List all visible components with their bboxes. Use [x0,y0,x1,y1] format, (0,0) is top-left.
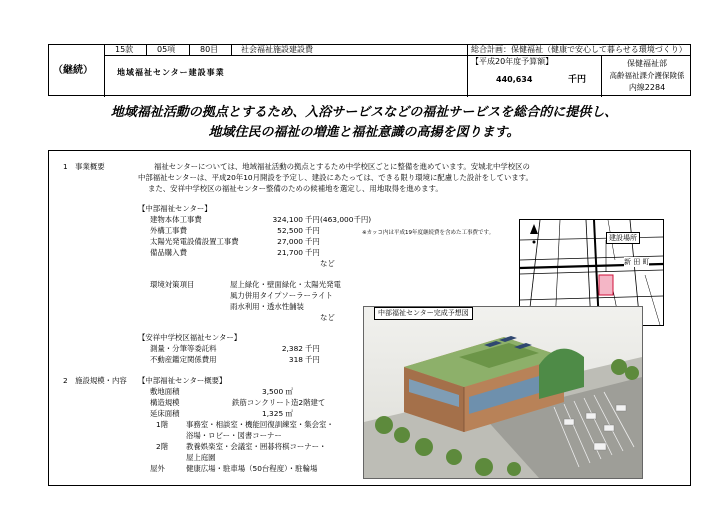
header-col-divider [231,45,232,55]
cost-item-unit: 千円 [305,248,320,257]
anjo-item-value: 318 [288,355,303,364]
map-town-name: 新 田 町 [624,258,650,266]
environment-item: 風力併用タイプソーラーライト [230,291,333,300]
floor-2-rooms: 教養娯楽室・会議室・囲碁将棋コーナー・ [186,442,327,451]
chubu-heading: 【中部福祉センター】 [138,204,212,213]
account-number-1: 15款 [115,45,134,54]
cost-item-value: 324,100 [272,215,303,224]
project-title: 地域福祉センター建設事業 [117,68,225,77]
cost-item-label: 備品購入費 [150,248,187,257]
extension: 内線2284 [628,83,666,92]
site-marker [599,275,613,295]
etc-note: など [320,259,335,268]
cost-item-extra: (463,000千円) [320,215,372,224]
account-category: 社会福祉施設建設費 [241,45,313,54]
header-col-divider [189,45,190,55]
cost-item-value: 21,700 [277,248,303,257]
outdoor-label: 屋外 [150,464,165,473]
map-label: 建設場所 [606,232,640,244]
overview-line-2: 中部福祉センターは、平成20年10月開設を予定し、建設にあたっては、できる限り環境に配慮した設計をしています。 [138,173,533,182]
continued-label: （継続） [53,65,93,76]
overview-line-1: 福祉センターについては、地域福祉活動の拠点とするため中学校区ごとに整備を進めています。安城北中学校区の [154,162,530,171]
anjo-item-label: 不動産鑑定関係費用 [150,355,217,364]
environment-item: 雨水利用・透水性舗装 [230,302,304,311]
section: 高齢福祉課介護保険係 [609,71,685,80]
cost-item-unit: 千円 [305,226,320,235]
rendering-caption: 中部福祉センター完成予想図 [374,307,473,320]
floor-1-rooms: 事務室・相談室・機能回復訓練室・集会室・ [186,420,334,429]
lead-line-1: 地域福祉活動の拠点とするため、入浴サービスなどの福祉サービスを総合的に提供し、 [110,105,618,120]
header-col-divider [146,45,147,55]
environment-label: 環境対策項目 [150,280,195,289]
floor-2-rooms: 屋上庭園 [186,453,216,462]
continuing-cost-note: ※カッコ内は平成19年度継続費を含めた工事費です。 [362,230,495,236]
budget-unit: 千円 [568,75,587,85]
general-plan: 総合計画：保健福祉（健康で安心して暮らせる環境づくり） [471,45,687,54]
anjo-item-value: 2,382 [281,344,303,353]
completion-rendering [363,306,643,479]
account-number-2: 05項 [157,45,176,54]
budget-value: 440,634 [496,75,533,84]
lead-line-2: 地域住民の福祉の増進と福祉意識の高揚を図ります。 [208,125,520,140]
etc-note: など [320,313,335,322]
anjo-item-unit: 千円 [305,355,320,364]
cost-item-unit: 千円 [305,237,320,246]
building-illustration [364,307,642,478]
floor-1-rooms: 浴場・ロビー・図書コーナー [186,431,282,440]
cost-item-value: 27,000 [277,237,303,246]
department: 保健福祉部 [627,59,667,68]
account-number-3: 80目 [200,45,219,54]
outdoor-facilities: 健康広場・駐車場（50台程度）・駐輪場 [186,464,318,473]
section-2-label: 2 施設規模・内容 [63,376,127,385]
header-table [48,44,691,96]
chubu-overview-heading: 【中部福祉センター概要】 [138,376,227,385]
anjo-heading: 【安祥中学校区福祉センター】 [138,333,242,342]
anjo-item-unit: 千円 [305,344,320,353]
floor-1-label: 1階 [156,420,169,429]
header-col-divider [104,45,105,97]
environment-item: 屋上緑化・壁面緑化・太陽光発電 [230,280,341,289]
site-area-value: 3,500 ㎡ [262,387,293,396]
cost-item-label: 建物本体工事費 [150,215,202,224]
section-1-label: 1 事業概要 [63,162,105,171]
site-area-label: 敷地面積 [150,387,180,396]
overview-line-3: また、安祥中学校区の福祉センター整備のための候補地を選定し、用地取得を進めます。 [148,184,443,193]
cost-item-value: 52,500 [277,226,303,235]
header-col-divider [467,45,468,97]
floor-area-label: 延床面積 [150,409,180,418]
floor-area-value: 1,325 ㎡ [262,409,293,418]
floor-2-label: 2階 [156,442,169,451]
cost-item-label: 太陽光発電設備設置工事費 [150,237,239,246]
structure-label: 構造規模 [150,398,180,407]
cost-item-unit: 千円 [305,215,320,224]
structure-value: 鉄筋コンクリート造2階建て [232,398,326,407]
cost-item-label: 外構工事費 [150,226,187,235]
budget-label: 【平成20年度予算額】 [471,57,554,66]
anjo-item-label: 測量・分筆等委託料 [150,344,217,353]
